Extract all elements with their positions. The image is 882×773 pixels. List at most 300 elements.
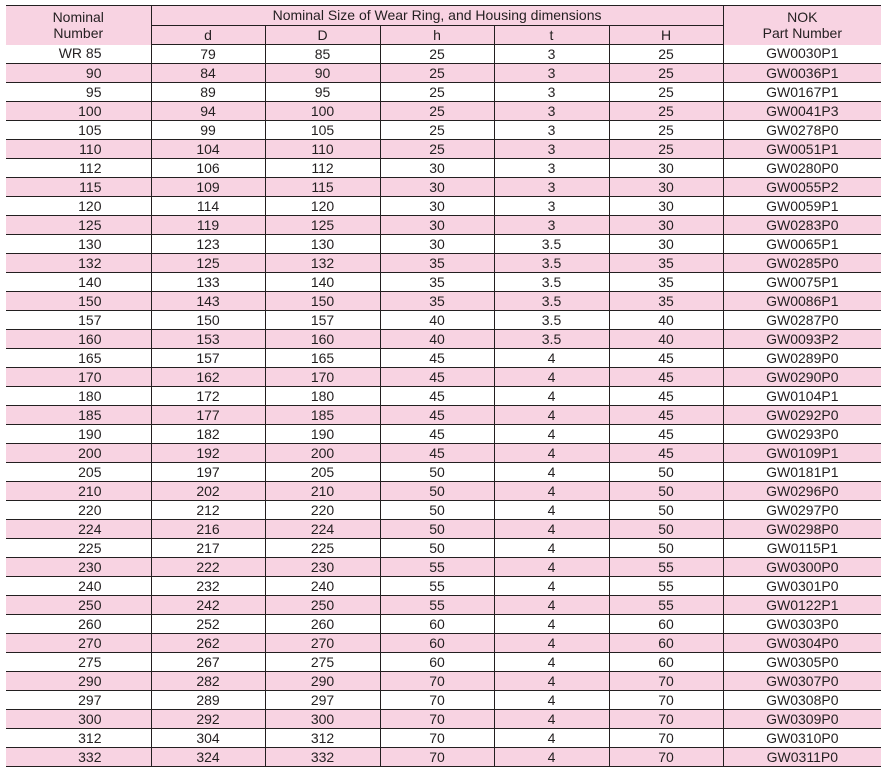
- cell-h: 25: [380, 45, 494, 64]
- cell-H: 50: [609, 482, 723, 501]
- cell-part-number: GW0298P0: [723, 520, 881, 539]
- cell-d: 153: [151, 330, 265, 349]
- cell-H: 50: [609, 501, 723, 520]
- cell-t: 3: [494, 197, 609, 216]
- cell-H: 45: [609, 425, 723, 444]
- cell-nominal-number: 300: [6, 710, 151, 729]
- cell-H: 25: [609, 102, 723, 121]
- cell-t: 4: [494, 748, 609, 767]
- cell-h: 45: [380, 444, 494, 463]
- cell-part-number: GW0283P0: [723, 216, 881, 235]
- cell-h: 55: [380, 596, 494, 615]
- cell-part-number: GW0181P1: [723, 463, 881, 482]
- cell-H: 25: [609, 140, 723, 159]
- cell-h: 70: [380, 691, 494, 710]
- cell-t: 3: [494, 216, 609, 235]
- cell-t: 4: [494, 425, 609, 444]
- cell-t: 3: [494, 159, 609, 178]
- cell-h: 45: [380, 368, 494, 387]
- table-row: [6, 520, 881, 539]
- table-row: [6, 406, 881, 425]
- header-part-number-line2: Part Number: [762, 25, 842, 42]
- cell-h: 60: [380, 653, 494, 672]
- header-nominal-number-line1: Nominal: [52, 9, 104, 26]
- cell-H: 70: [609, 672, 723, 691]
- cell-h: 70: [380, 672, 494, 691]
- cell-t: 3.5: [494, 235, 609, 254]
- cell-part-number: GW0307P0: [723, 672, 881, 691]
- cell-part-number: GW0093P2: [723, 330, 881, 349]
- cell-part-number: GW0285P0: [723, 254, 881, 273]
- cell-h: 30: [380, 159, 494, 178]
- header-group-title: Nominal Size of Wear Ring, and Housing dimensions: [151, 6, 723, 26]
- cell-d: 157: [151, 349, 265, 368]
- cell-D: 205: [265, 463, 380, 482]
- cell-d: 292: [151, 710, 265, 729]
- table-row: [6, 121, 881, 140]
- cell-h: 50: [380, 482, 494, 501]
- cell-t: 3.5: [494, 292, 609, 311]
- cell-H: 50: [609, 520, 723, 539]
- table-row: [6, 425, 881, 444]
- cell-h: 25: [380, 102, 494, 121]
- cell-nominal-number: 100: [6, 102, 151, 121]
- cell-D: 300: [265, 710, 380, 729]
- cell-t: 4: [494, 349, 609, 368]
- cell-D: 297: [265, 691, 380, 710]
- cell-d: 216: [151, 520, 265, 539]
- cell-h: 30: [380, 216, 494, 235]
- cell-t: 4: [494, 615, 609, 634]
- cell-d: 114: [151, 197, 265, 216]
- cell-nominal-number: 140: [6, 273, 151, 292]
- cell-D: 290: [265, 672, 380, 691]
- cell-t: 4: [494, 368, 609, 387]
- cell-part-number: GW0297P0: [723, 501, 881, 520]
- cell-nominal-number: 297: [6, 691, 151, 710]
- cell-H: 30: [609, 235, 723, 254]
- cell-t: 3: [494, 64, 609, 83]
- cell-d: 232: [151, 577, 265, 596]
- cell-h: 70: [380, 729, 494, 748]
- cell-d: 304: [151, 729, 265, 748]
- cell-part-number: GW0167P1: [723, 83, 881, 102]
- cell-D: 200: [265, 444, 380, 463]
- cell-nominal-number: 190: [6, 425, 151, 444]
- cell-nominal-number: 224: [6, 520, 151, 539]
- cell-d: 84: [151, 64, 265, 83]
- cell-t: 3: [494, 83, 609, 102]
- table-row: [6, 463, 881, 482]
- cell-H: 60: [609, 634, 723, 653]
- cell-D: 115: [265, 178, 380, 197]
- cell-t: 3.5: [494, 254, 609, 273]
- cell-D: 105: [265, 121, 380, 140]
- cell-part-number: GW0293P0: [723, 425, 881, 444]
- cell-part-number: GW0290P0: [723, 368, 881, 387]
- header-part-number: [723, 6, 881, 45]
- cell-part-number: GW0115P1: [723, 539, 881, 558]
- table-row: [6, 748, 881, 767]
- cell-nominal-number: 200: [6, 444, 151, 463]
- cell-nominal-number: 160: [6, 330, 151, 349]
- cell-H: 30: [609, 216, 723, 235]
- cell-part-number: GW0065P1: [723, 235, 881, 254]
- cell-nominal-number: 120: [6, 197, 151, 216]
- cell-nominal-number: 275: [6, 653, 151, 672]
- cell-t: 3.5: [494, 311, 609, 330]
- cell-D: 225: [265, 539, 380, 558]
- table-row: [6, 634, 881, 653]
- cell-d: 162: [151, 368, 265, 387]
- cell-h: 25: [380, 64, 494, 83]
- cell-nominal-number: 205: [6, 463, 151, 482]
- cell-d: 192: [151, 444, 265, 463]
- cell-d: 133: [151, 273, 265, 292]
- table-row: [6, 615, 881, 634]
- cell-t: 4: [494, 387, 609, 406]
- table-row: [6, 729, 881, 748]
- cell-D: 332: [265, 748, 380, 767]
- cell-h: 45: [380, 425, 494, 444]
- cell-nominal-number: 250: [6, 596, 151, 615]
- cell-D: 130: [265, 235, 380, 254]
- cell-t: 3: [494, 121, 609, 140]
- cell-h: 55: [380, 577, 494, 596]
- table-row: [6, 349, 881, 368]
- cell-d: 202: [151, 482, 265, 501]
- cell-nominal-number: 210: [6, 482, 151, 501]
- cell-D: 275: [265, 653, 380, 672]
- cell-d: 94: [151, 102, 265, 121]
- cell-part-number: GW0292P0: [723, 406, 881, 425]
- cell-d: 109: [151, 178, 265, 197]
- cell-h: 50: [380, 520, 494, 539]
- cell-d: 79: [151, 45, 265, 64]
- header-col-h: h: [380, 26, 494, 45]
- cell-part-number: GW0305P0: [723, 653, 881, 672]
- cell-d: 150: [151, 311, 265, 330]
- cell-d: 262: [151, 634, 265, 653]
- cell-d: 324: [151, 748, 265, 767]
- cell-nominal-number: 115: [6, 178, 151, 197]
- cell-d: 217: [151, 539, 265, 558]
- cell-H: 30: [609, 197, 723, 216]
- cell-part-number: GW0036P1: [723, 64, 881, 83]
- cell-t: 4: [494, 634, 609, 653]
- table-row: [6, 159, 881, 178]
- cell-t: 4: [494, 539, 609, 558]
- cell-nominal-number: 90: [6, 64, 151, 83]
- table-row: [6, 387, 881, 406]
- cell-h: 30: [380, 178, 494, 197]
- cell-H: 40: [609, 330, 723, 349]
- table-row: [6, 444, 881, 463]
- cell-t: 4: [494, 710, 609, 729]
- header-nominal-number-line2: Number: [53, 25, 104, 42]
- cell-d: 119: [151, 216, 265, 235]
- cell-nominal-number: WR 85: [6, 45, 151, 64]
- table-row: [6, 140, 881, 159]
- cell-nominal-number: 125: [6, 216, 151, 235]
- cell-D: 125: [265, 216, 380, 235]
- cell-D: 270: [265, 634, 380, 653]
- table-row: [6, 254, 881, 273]
- cell-h: 50: [380, 463, 494, 482]
- cell-part-number: GW0051P1: [723, 140, 881, 159]
- cell-nominal-number: 95: [6, 83, 151, 102]
- table-row: [6, 292, 881, 311]
- cell-nominal-number: 132: [6, 254, 151, 273]
- cell-d: 212: [151, 501, 265, 520]
- cell-h: 35: [380, 292, 494, 311]
- cell-H: 45: [609, 444, 723, 463]
- cell-nominal-number: 110: [6, 140, 151, 159]
- cell-H: 40: [609, 311, 723, 330]
- cell-h: 30: [380, 235, 494, 254]
- cell-D: 312: [265, 729, 380, 748]
- cell-part-number: GW0055P2: [723, 178, 881, 197]
- header-part-number-line1: NOK: [787, 9, 818, 26]
- cell-d: 123: [151, 235, 265, 254]
- cell-part-number: GW0109P1: [723, 444, 881, 463]
- cell-t: 3.5: [494, 330, 609, 349]
- cell-part-number: GW0296P0: [723, 482, 881, 501]
- header-col-d: d: [151, 26, 265, 45]
- cell-nominal-number: 112: [6, 159, 151, 178]
- table-row: [6, 83, 881, 102]
- cell-d: 106: [151, 159, 265, 178]
- cell-d: 182: [151, 425, 265, 444]
- table-row: [6, 102, 881, 121]
- cell-H: 25: [609, 64, 723, 83]
- cell-d: 289: [151, 691, 265, 710]
- cell-t: 4: [494, 596, 609, 615]
- cell-D: 110: [265, 140, 380, 159]
- cell-t: 4: [494, 558, 609, 577]
- cell-t: 4: [494, 691, 609, 710]
- table-row: [6, 330, 881, 349]
- cell-h: 50: [380, 501, 494, 520]
- cell-D: 165: [265, 349, 380, 368]
- cell-part-number: GW0301P0: [723, 577, 881, 596]
- cell-H: 45: [609, 406, 723, 425]
- cell-d: 282: [151, 672, 265, 691]
- cell-d: 242: [151, 596, 265, 615]
- table-row: [6, 311, 881, 330]
- cell-D: 100: [265, 102, 380, 121]
- header-col-D: D: [265, 26, 380, 45]
- cell-H: 35: [609, 273, 723, 292]
- cell-D: 185: [265, 406, 380, 425]
- cell-part-number: GW0280P0: [723, 159, 881, 178]
- cell-H: 45: [609, 387, 723, 406]
- cell-d: 267: [151, 653, 265, 672]
- cell-nominal-number: 332: [6, 748, 151, 767]
- cell-H: 30: [609, 178, 723, 197]
- cell-nominal-number: 270: [6, 634, 151, 653]
- cell-part-number: GW0086P1: [723, 292, 881, 311]
- header-nominal-number: [6, 6, 151, 45]
- table-row: [6, 691, 881, 710]
- cell-H: 35: [609, 254, 723, 273]
- cell-D: 224: [265, 520, 380, 539]
- cell-nominal-number: 220: [6, 501, 151, 520]
- cell-nominal-number: 290: [6, 672, 151, 691]
- cell-nominal-number: 312: [6, 729, 151, 748]
- table-row: [6, 501, 881, 520]
- cell-D: 150: [265, 292, 380, 311]
- cell-D: 157: [265, 311, 380, 330]
- cell-h: 35: [380, 273, 494, 292]
- cell-H: 55: [609, 558, 723, 577]
- header-col-H: H: [609, 26, 723, 45]
- cell-nominal-number: 130: [6, 235, 151, 254]
- cell-h: 45: [380, 349, 494, 368]
- cell-t: 4: [494, 444, 609, 463]
- cell-D: 95: [265, 83, 380, 102]
- table-row: [6, 672, 881, 691]
- cell-H: 35: [609, 292, 723, 311]
- table-body: [6, 45, 881, 767]
- cell-t: 4: [494, 672, 609, 691]
- cell-d: 143: [151, 292, 265, 311]
- cell-H: 70: [609, 748, 723, 767]
- cell-part-number: GW0303P0: [723, 615, 881, 634]
- table-row: [6, 577, 881, 596]
- cell-H: 70: [609, 710, 723, 729]
- cell-part-number: GW0122P1: [723, 596, 881, 615]
- cell-nominal-number: 240: [6, 577, 151, 596]
- cell-t: 3: [494, 45, 609, 64]
- cell-nominal-number: 105: [6, 121, 151, 140]
- table-row: [6, 368, 881, 387]
- cell-H: 25: [609, 121, 723, 140]
- cell-d: 104: [151, 140, 265, 159]
- cell-H: 70: [609, 691, 723, 710]
- cell-part-number: GW0104P1: [723, 387, 881, 406]
- cell-d: 89: [151, 83, 265, 102]
- cell-D: 180: [265, 387, 380, 406]
- cell-h: 55: [380, 558, 494, 577]
- table-row: [6, 45, 881, 64]
- cell-h: 25: [380, 121, 494, 140]
- cell-h: 60: [380, 615, 494, 634]
- cell-part-number: GW0289P0: [723, 349, 881, 368]
- table-row: [6, 64, 881, 83]
- table-row: [6, 178, 881, 197]
- cell-d: 252: [151, 615, 265, 634]
- cell-t: 4: [494, 577, 609, 596]
- cell-h: 25: [380, 140, 494, 159]
- cell-part-number: GW0030P1: [723, 45, 881, 64]
- table-row: [6, 216, 881, 235]
- cell-part-number: GW0300P0: [723, 558, 881, 577]
- cell-part-number: GW0309P0: [723, 710, 881, 729]
- cell-h: 35: [380, 254, 494, 273]
- table-row: [6, 710, 881, 729]
- cell-part-number: GW0041P3: [723, 102, 881, 121]
- cell-H: 60: [609, 615, 723, 634]
- cell-nominal-number: 150: [6, 292, 151, 311]
- cell-H: 60: [609, 653, 723, 672]
- cell-t: 4: [494, 406, 609, 425]
- cell-t: 4: [494, 653, 609, 672]
- cell-nominal-number: 260: [6, 615, 151, 634]
- cell-t: 4: [494, 729, 609, 748]
- cell-d: 172: [151, 387, 265, 406]
- table-row: [6, 653, 881, 672]
- cell-D: 220: [265, 501, 380, 520]
- cell-nominal-number: 225: [6, 539, 151, 558]
- cell-H: 55: [609, 577, 723, 596]
- cell-part-number: GW0310P0: [723, 729, 881, 748]
- cell-H: 50: [609, 463, 723, 482]
- table-row: [6, 558, 881, 577]
- cell-H: 25: [609, 45, 723, 64]
- cell-D: 132: [265, 254, 380, 273]
- cell-nominal-number: 165: [6, 349, 151, 368]
- cell-h: 70: [380, 710, 494, 729]
- cell-d: 177: [151, 406, 265, 425]
- cell-H: 50: [609, 539, 723, 558]
- cell-part-number: GW0287P0: [723, 311, 881, 330]
- cell-h: 70: [380, 748, 494, 767]
- cell-t: 3: [494, 102, 609, 121]
- cell-part-number: GW0304P0: [723, 634, 881, 653]
- header-col-t: t: [494, 26, 609, 45]
- table-row: [6, 482, 881, 501]
- cell-part-number: GW0075P1: [723, 273, 881, 292]
- cell-D: 160: [265, 330, 380, 349]
- cell-part-number: GW0311P0: [723, 748, 881, 767]
- table-row: [6, 596, 881, 615]
- cell-part-number: GW0308P0: [723, 691, 881, 710]
- cell-t: 3: [494, 178, 609, 197]
- cell-D: 170: [265, 368, 380, 387]
- cell-t: 3.5: [494, 273, 609, 292]
- cell-H: 55: [609, 596, 723, 615]
- cell-nominal-number: 180: [6, 387, 151, 406]
- cell-t: 4: [494, 463, 609, 482]
- cell-D: 210: [265, 482, 380, 501]
- cell-D: 230: [265, 558, 380, 577]
- cell-H: 25: [609, 83, 723, 102]
- cell-D: 240: [265, 577, 380, 596]
- cell-h: 45: [380, 406, 494, 425]
- cell-t: 3: [494, 140, 609, 159]
- wear-ring-dimension-table: [6, 5, 881, 767]
- cell-H: 70: [609, 729, 723, 748]
- cell-h: 40: [380, 311, 494, 330]
- table-row: [6, 273, 881, 292]
- cell-h: 60: [380, 634, 494, 653]
- cell-D: 85: [265, 45, 380, 64]
- cell-nominal-number: 170: [6, 368, 151, 387]
- cell-D: 112: [265, 159, 380, 178]
- cell-H: 30: [609, 159, 723, 178]
- cell-d: 197: [151, 463, 265, 482]
- cell-nominal-number: 157: [6, 311, 151, 330]
- cell-h: 45: [380, 387, 494, 406]
- table-row: [6, 197, 881, 216]
- cell-h: 40: [380, 330, 494, 349]
- cell-nominal-number: 185: [6, 406, 151, 425]
- cell-H: 45: [609, 349, 723, 368]
- cell-t: 4: [494, 482, 609, 501]
- cell-d: 222: [151, 558, 265, 577]
- cell-h: 30: [380, 197, 494, 216]
